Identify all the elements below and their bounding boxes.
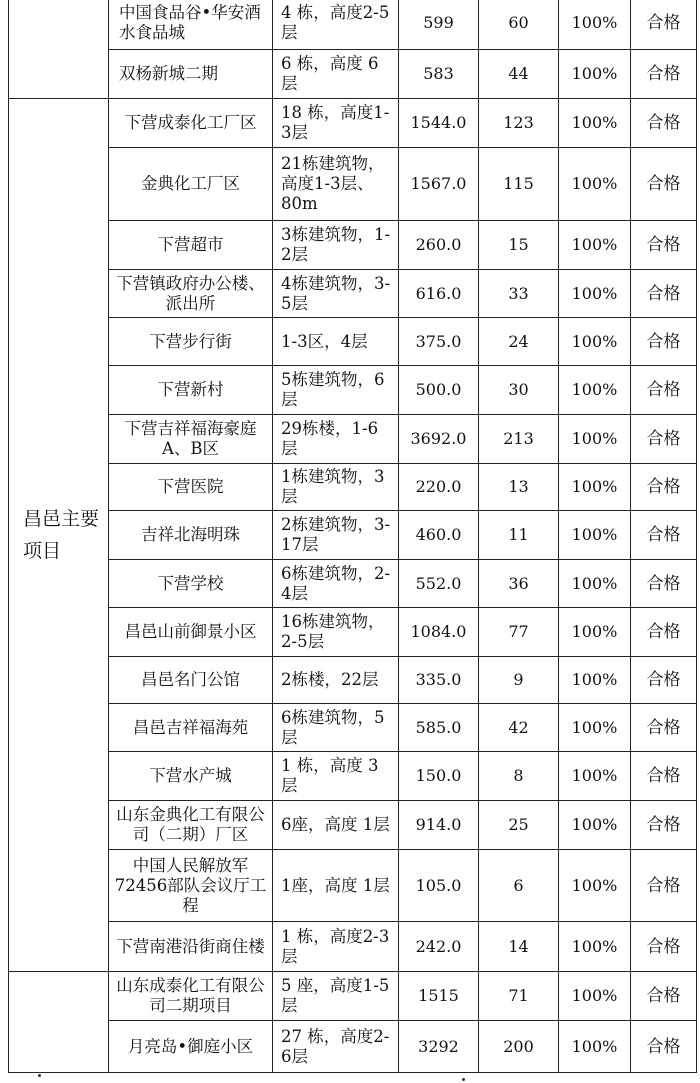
- pass-rate-cell: 100%: [559, 657, 631, 704]
- count-cell: 44: [479, 50, 559, 99]
- scan-speck: [38, 1074, 41, 1077]
- count-cell: 213: [479, 415, 559, 464]
- table-row: [9, 50, 697, 99]
- project-name-cell: 山东金典化工有限公司（二期）厂区: [109, 801, 273, 850]
- pass-rate-cell: 100%: [559, 850, 631, 922]
- count-cell: 24: [479, 318, 559, 366]
- table-row: [9, 366, 697, 415]
- project-scale-cell: 4 栋，高度2-5层: [273, 0, 399, 50]
- project-scale-cell: 29栋楼，1-6层: [273, 415, 399, 464]
- project-name-cell: 下营成泰化工厂区: [109, 99, 273, 148]
- area-cell: 914.0: [399, 801, 479, 850]
- area-cell: 105.0: [399, 850, 479, 922]
- project-name-cell: 下营镇政府办公楼、派出所: [109, 270, 273, 318]
- result-cell: 合格: [631, 704, 697, 752]
- result-cell: 合格: [631, 752, 697, 801]
- table-row: [9, 221, 697, 270]
- project-scale-cell: 6 栋，高度 6层: [273, 50, 399, 99]
- table-row: [9, 1021, 697, 1073]
- group-empty-cell: [9, 972, 109, 1073]
- project-inspection-table: [8, 0, 697, 1073]
- table-row: [9, 608, 697, 657]
- pass-rate-cell: 100%: [559, 608, 631, 657]
- pass-rate-cell: 100%: [559, 972, 631, 1021]
- project-scale-cell: 3栋建筑物，1-2层: [273, 221, 399, 270]
- group-empty-cell: [9, 0, 109, 99]
- area-cell: 1544.0: [399, 99, 479, 148]
- table-row: [9, 270, 697, 318]
- pass-rate-cell: 100%: [559, 801, 631, 850]
- project-name-cell: 下营超市: [109, 221, 273, 270]
- scan-speck: [462, 1078, 465, 1081]
- area-cell: 1084.0: [399, 608, 479, 657]
- table-row: [9, 850, 697, 922]
- result-cell: 合格: [631, 608, 697, 657]
- count-cell: 11: [479, 511, 559, 560]
- pass-rate-cell: 100%: [559, 318, 631, 366]
- count-cell: 200: [479, 1021, 559, 1073]
- pass-rate-cell: 100%: [559, 560, 631, 608]
- project-scale-cell: 6栋建筑物，2-4层: [273, 560, 399, 608]
- result-cell: 合格: [631, 922, 697, 972]
- project-scale-cell: 5栋建筑物，6层: [273, 366, 399, 415]
- project-name-cell: 月亮岛•御庭小区: [109, 1021, 273, 1073]
- result-cell: 合格: [631, 366, 697, 415]
- project-name-cell: 中国食品谷•华安酒水食品城: [109, 0, 273, 50]
- project-scale-cell: 5 座，高度1-5层: [273, 972, 399, 1021]
- project-name-cell: 吉祥北海明珠: [109, 511, 273, 560]
- area-cell: 585.0: [399, 704, 479, 752]
- count-cell: 123: [479, 99, 559, 148]
- count-cell: 13: [479, 464, 559, 511]
- table-row: [9, 922, 697, 972]
- area-cell: 1515: [399, 972, 479, 1021]
- project-scale-cell: 6栋建筑物，5层: [273, 704, 399, 752]
- area-cell: 242.0: [399, 922, 479, 972]
- result-cell: 合格: [631, 0, 697, 50]
- result-cell: 合格: [631, 50, 697, 99]
- pass-rate-cell: 100%: [559, 1021, 631, 1073]
- table-row: [9, 752, 697, 801]
- pass-rate-cell: 100%: [559, 922, 631, 972]
- project-scale-cell: 21栋建筑物，高度1-3层、80m: [273, 148, 399, 221]
- result-cell: 合格: [631, 221, 697, 270]
- project-name-cell: 下营新村: [109, 366, 273, 415]
- result-cell: 合格: [631, 511, 697, 560]
- result-cell: 合格: [631, 148, 697, 221]
- area-cell: 3692.0: [399, 415, 479, 464]
- table-row: [9, 972, 697, 1021]
- count-cell: 25: [479, 801, 559, 850]
- count-cell: 36: [479, 560, 559, 608]
- result-cell: 合格: [631, 560, 697, 608]
- count-cell: 115: [479, 148, 559, 221]
- count-cell: 30: [479, 366, 559, 415]
- area-cell: 220.0: [399, 464, 479, 511]
- project-scale-cell: 1 栋，高度2-3层: [273, 922, 399, 972]
- project-name-cell: 昌邑名门公馆: [109, 657, 273, 704]
- area-cell: 3292: [399, 1021, 479, 1073]
- table-row: [9, 657, 697, 704]
- pass-rate-cell: 100%: [559, 415, 631, 464]
- project-name-cell: 双杨新城二期: [109, 50, 273, 99]
- pass-rate-cell: 100%: [559, 148, 631, 221]
- pass-rate-cell: 100%: [559, 99, 631, 148]
- count-cell: 71: [479, 972, 559, 1021]
- project-scale-cell: 6座，高度 1层: [273, 801, 399, 850]
- area-cell: 616.0: [399, 270, 479, 318]
- count-cell: 14: [479, 922, 559, 972]
- project-name-cell: 金典化工厂区: [109, 148, 273, 221]
- table-row: [9, 560, 697, 608]
- pass-rate-cell: 100%: [559, 50, 631, 99]
- project-name-cell: 下营步行街: [109, 318, 273, 366]
- project-scale-cell: 16栋建筑物，2-5层: [273, 608, 399, 657]
- project-name-cell: 下营水产城: [109, 752, 273, 801]
- count-cell: 42: [479, 704, 559, 752]
- count-cell: 77: [479, 608, 559, 657]
- area-cell: 150.0: [399, 752, 479, 801]
- count-cell: 6: [479, 850, 559, 922]
- count-cell: 60: [479, 0, 559, 50]
- project-scale-cell: 4栋建筑物，3-5层: [273, 270, 399, 318]
- project-name-cell: 山东成泰化工有限公司二期项目: [109, 972, 273, 1021]
- project-name-cell: 下营南港沿街商住楼: [109, 922, 273, 972]
- table-row: [9, 0, 697, 50]
- result-cell: 合格: [631, 801, 697, 850]
- area-cell: 1567.0: [399, 148, 479, 221]
- area-cell: 460.0: [399, 511, 479, 560]
- project-scale-cell: 27 栋，高度2-6层: [273, 1021, 399, 1073]
- project-scale-cell: 2栋建筑物，3-17层: [273, 511, 399, 560]
- area-cell: 335.0: [399, 657, 479, 704]
- table-row: [9, 415, 697, 464]
- result-cell: 合格: [631, 657, 697, 704]
- pass-rate-cell: 100%: [559, 0, 631, 50]
- project-name-cell: 中国人民解放军72456部队会议厅工程: [109, 850, 273, 922]
- group-label-cell: 昌邑主要项目: [9, 99, 109, 972]
- project-scale-cell: 1座，高度 1层: [273, 850, 399, 922]
- count-cell: 8: [479, 752, 559, 801]
- table-row: [9, 704, 697, 752]
- area-cell: 552.0: [399, 560, 479, 608]
- project-scale-cell: 18 栋，高度1-3层: [273, 99, 399, 148]
- project-name-cell: 下营学校: [109, 560, 273, 608]
- project-scale-cell: 1 栋，高度 3层: [273, 752, 399, 801]
- table-row: [9, 99, 697, 148]
- pass-rate-cell: 100%: [559, 270, 631, 318]
- table-row: [9, 801, 697, 850]
- pass-rate-cell: 100%: [559, 464, 631, 511]
- result-cell: 合格: [631, 972, 697, 1021]
- table-row: [9, 511, 697, 560]
- project-name-cell: 下营医院: [109, 464, 273, 511]
- pass-rate-cell: 100%: [559, 704, 631, 752]
- count-cell: 15: [479, 221, 559, 270]
- area-cell: 599: [399, 0, 479, 50]
- project-name-cell: 昌邑吉祥福海苑: [109, 704, 273, 752]
- result-cell: 合格: [631, 99, 697, 148]
- table-row: [9, 148, 697, 221]
- area-cell: 500.0: [399, 366, 479, 415]
- count-cell: 33: [479, 270, 559, 318]
- project-name-cell: 下营吉祥福海豪庭A、B区: [109, 415, 273, 464]
- table-body: [9, 0, 697, 1073]
- pass-rate-cell: 100%: [559, 366, 631, 415]
- table-row: [9, 464, 697, 511]
- project-scale-cell: 1-3区，4层: [273, 318, 399, 366]
- count-cell: 9: [479, 657, 559, 704]
- table-row: [9, 318, 697, 366]
- result-cell: 合格: [631, 464, 697, 511]
- area-cell: 260.0: [399, 221, 479, 270]
- result-cell: 合格: [631, 415, 697, 464]
- result-cell: 合格: [631, 270, 697, 318]
- result-cell: 合格: [631, 1021, 697, 1073]
- project-scale-cell: 2栋楼，22层: [273, 657, 399, 704]
- pass-rate-cell: 100%: [559, 221, 631, 270]
- pass-rate-cell: 100%: [559, 511, 631, 560]
- area-cell: 375.0: [399, 318, 479, 366]
- result-cell: 合格: [631, 850, 697, 922]
- area-cell: 583: [399, 50, 479, 99]
- result-cell: 合格: [631, 318, 697, 366]
- project-name-cell: 昌邑山前御景小区: [109, 608, 273, 657]
- pass-rate-cell: 100%: [559, 752, 631, 801]
- project-scale-cell: 1栋建筑物，3层: [273, 464, 399, 511]
